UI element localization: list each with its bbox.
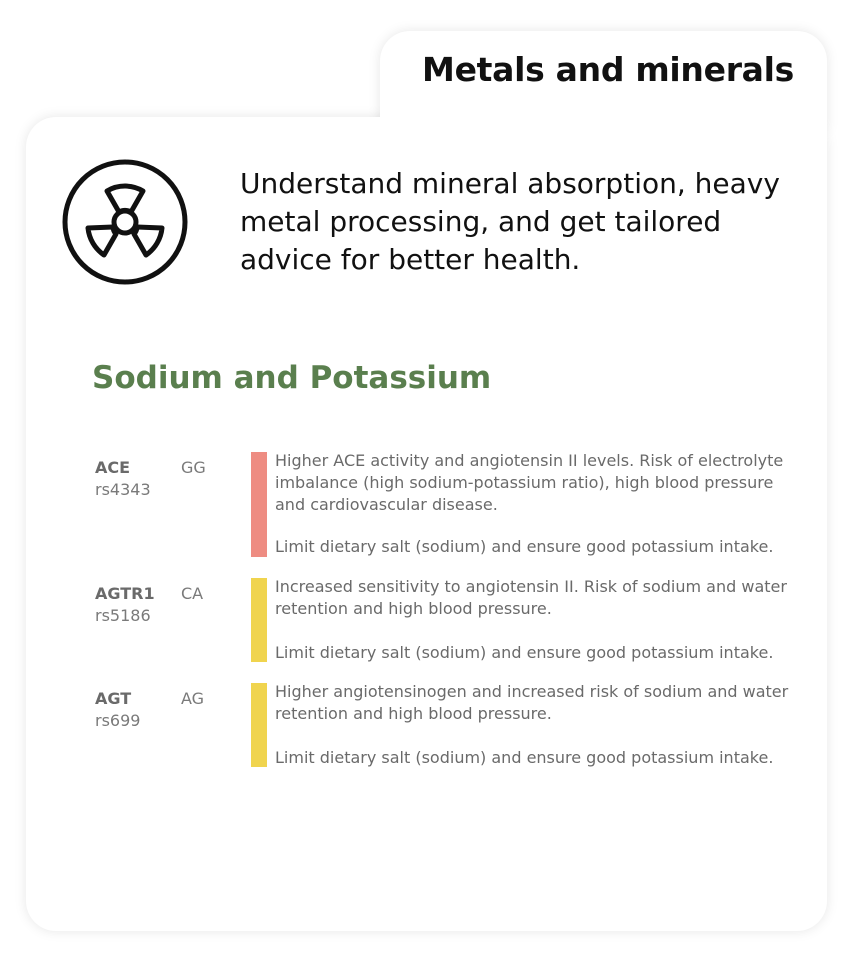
gene-name: AGT: [95, 689, 132, 708]
advice-text: Limit dietary salt (sodium) and ensure good potassium intake.: [275, 537, 774, 556]
gene-name: AGTR1: [95, 584, 155, 603]
advice-text: Limit dietary salt (sodium) and ensure good potassium intake.: [275, 643, 774, 662]
risk-bar: [251, 452, 267, 557]
gene-rsid: rs699: [95, 711, 141, 730]
genotype: GG: [181, 458, 206, 477]
risk-description: Increased sensitivity to angiotensin II. Risk of sodium and water retention and high blood pressure.: [275, 577, 787, 618]
gene-row: [95, 682, 795, 779]
page-title: Metals and minerals: [422, 50, 794, 89]
advice-text: Limit dietary salt (sodium) and ensure good potassium intake.: [275, 748, 774, 767]
genotype: CA: [181, 584, 204, 603]
risk-description: Higher ACE activity and angiotensin II levels. Risk of electrolyte imbalance (high sodium-potassium ratio), high blood pressure and cardiovascular disease.: [275, 451, 784, 514]
gene-name: ACE: [95, 458, 131, 477]
gene-rsid: rs5186: [95, 606, 151, 625]
intro-text: Understand mineral absorption, heavy metal processing, and get tailored advice for better health.: [240, 167, 780, 276]
section-title: Sodium and Potassium: [92, 360, 492, 396]
gene-row: [95, 451, 795, 568]
risk-bar: [251, 683, 267, 767]
genotype: AG: [181, 689, 205, 708]
gene-row: [95, 577, 795, 674]
risk-description: Higher angiotensinogen and increased risk of sodium and water retention and high blood pressure.: [275, 682, 789, 723]
gene-rsid: rs4343: [95, 480, 151, 499]
risk-bar: [251, 578, 267, 662]
radiation-icon: [60, 157, 190, 287]
